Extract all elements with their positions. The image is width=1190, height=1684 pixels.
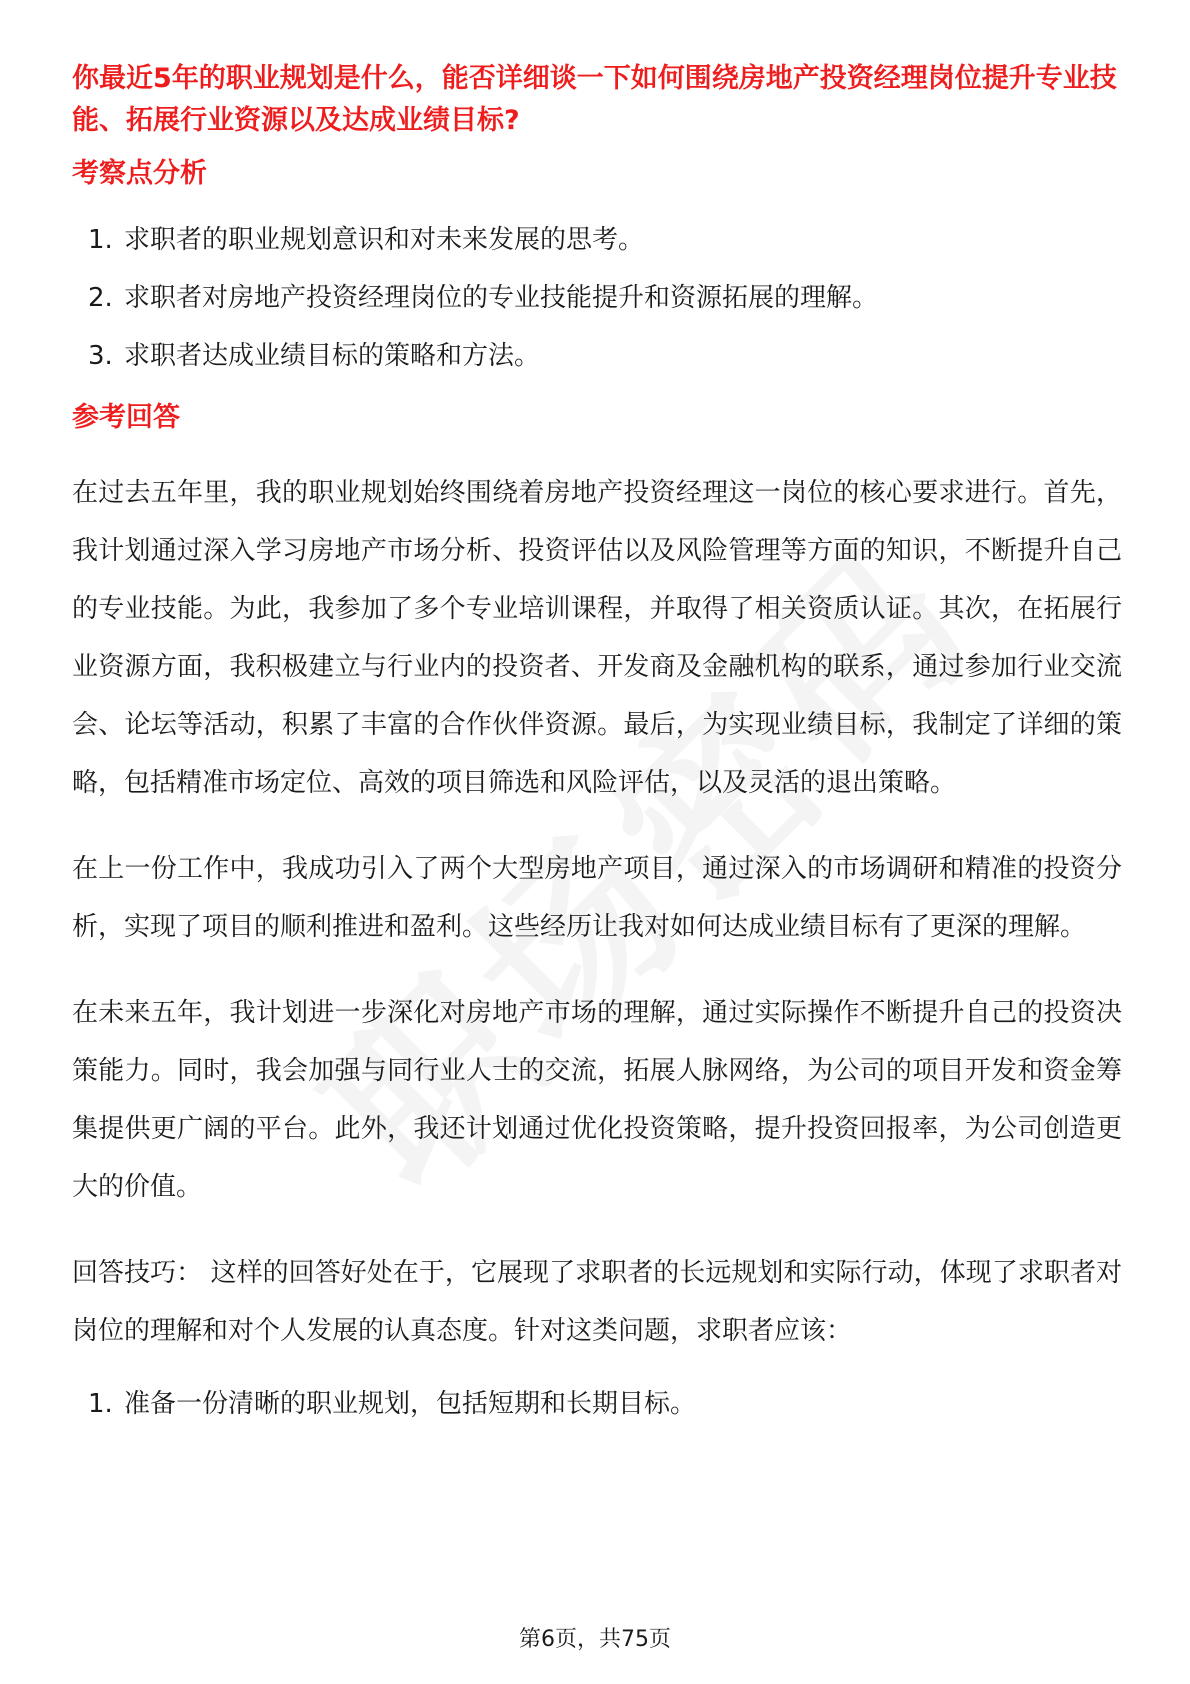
list-item-number: 2. xyxy=(88,283,113,313)
analysis-list xyxy=(72,220,1122,376)
list-item-number: 1. xyxy=(88,1389,113,1419)
answer-paragraph: 在过去五年里，我的职业规划始终围绕着房地产投资经理这一岗位的核心要求进行。首先，我计划通过深入学习房地产市场分析、投资评估以及风险管理等方面的知识，不断提升自己的专业技能。为此，我参加了多个专业培训课程，并取得了相关资质认证。其次，在拓展行业资源方面，我积极建立与行业内的投资者、开发商及金融机构的联系，通过参加行业交流会、论坛等活动，积累了丰富的合作伙伴资源。最后，为实现业绩目标，我制定了详细的策略，包括精准市场定位、高效的项目筛选和风险评估，以及灵活的退出策略。 xyxy=(72,478,1122,798)
list-item xyxy=(72,278,1122,318)
list-item-text: 求职者对房地产投资经理岗位的专业技能提升和资源拓展的理解。 xyxy=(124,283,879,313)
answer-heading: 参考回答 xyxy=(72,402,180,433)
list-item-number: 3. xyxy=(88,341,113,371)
list-item xyxy=(72,1384,1122,1424)
tips-list xyxy=(72,1384,1122,1424)
answer-paragraph: 在上一份工作中，我成功引入了两个大型房地产项目，通过深入的市场调研和精准的投资分析，实现了项目的顺利推进和盈利。这些经历让我对如何达成业绩目标有了更深的理解。 xyxy=(72,854,1122,942)
document-body xyxy=(72,58,1122,1442)
list-item xyxy=(72,336,1122,376)
list-item-text: 求职者的职业规划意识和对未来发展的思考。 xyxy=(124,225,645,255)
list-item-text: 准备一份清晰的职业规划，包括短期和长期目标。 xyxy=(124,1389,697,1419)
list-item-number: 1. xyxy=(88,225,113,255)
list-item xyxy=(72,220,1122,260)
answer-paragraph: 在未来五年，我计划进一步深化对房地产市场的理解，通过实际操作不断提升自己的投资决策能力。同时，我会加强与同行业人士的交流，拓展人脉网络，为公司的项目开发和资金筹集提供更广阔的平台。此外，我还计划通过优化投资策略，提升投资回报率，为公司创造更大的价值。 xyxy=(72,998,1122,1202)
analysis-heading: 考察点分析 xyxy=(72,158,207,189)
list-item-text: 求职者达成业绩目标的策略和方法。 xyxy=(124,341,541,371)
question-title: 你最近5年的职业规划是什么，能否详细谈一下如何围绕房地产投资经理岗位提升专业技能、拓展行业资源以及达成业绩目标? xyxy=(72,63,1117,136)
tips-paragraph: 回答技巧： 这样的回答好处在于，它展现了求职者的长远规划和实际行动，体现了求职者对岗位的理解和对个人发展的认真态度。针对这类问题，求职者应该： xyxy=(72,1258,1122,1346)
page-footer: 第6页，共75页 xyxy=(519,1627,671,1652)
